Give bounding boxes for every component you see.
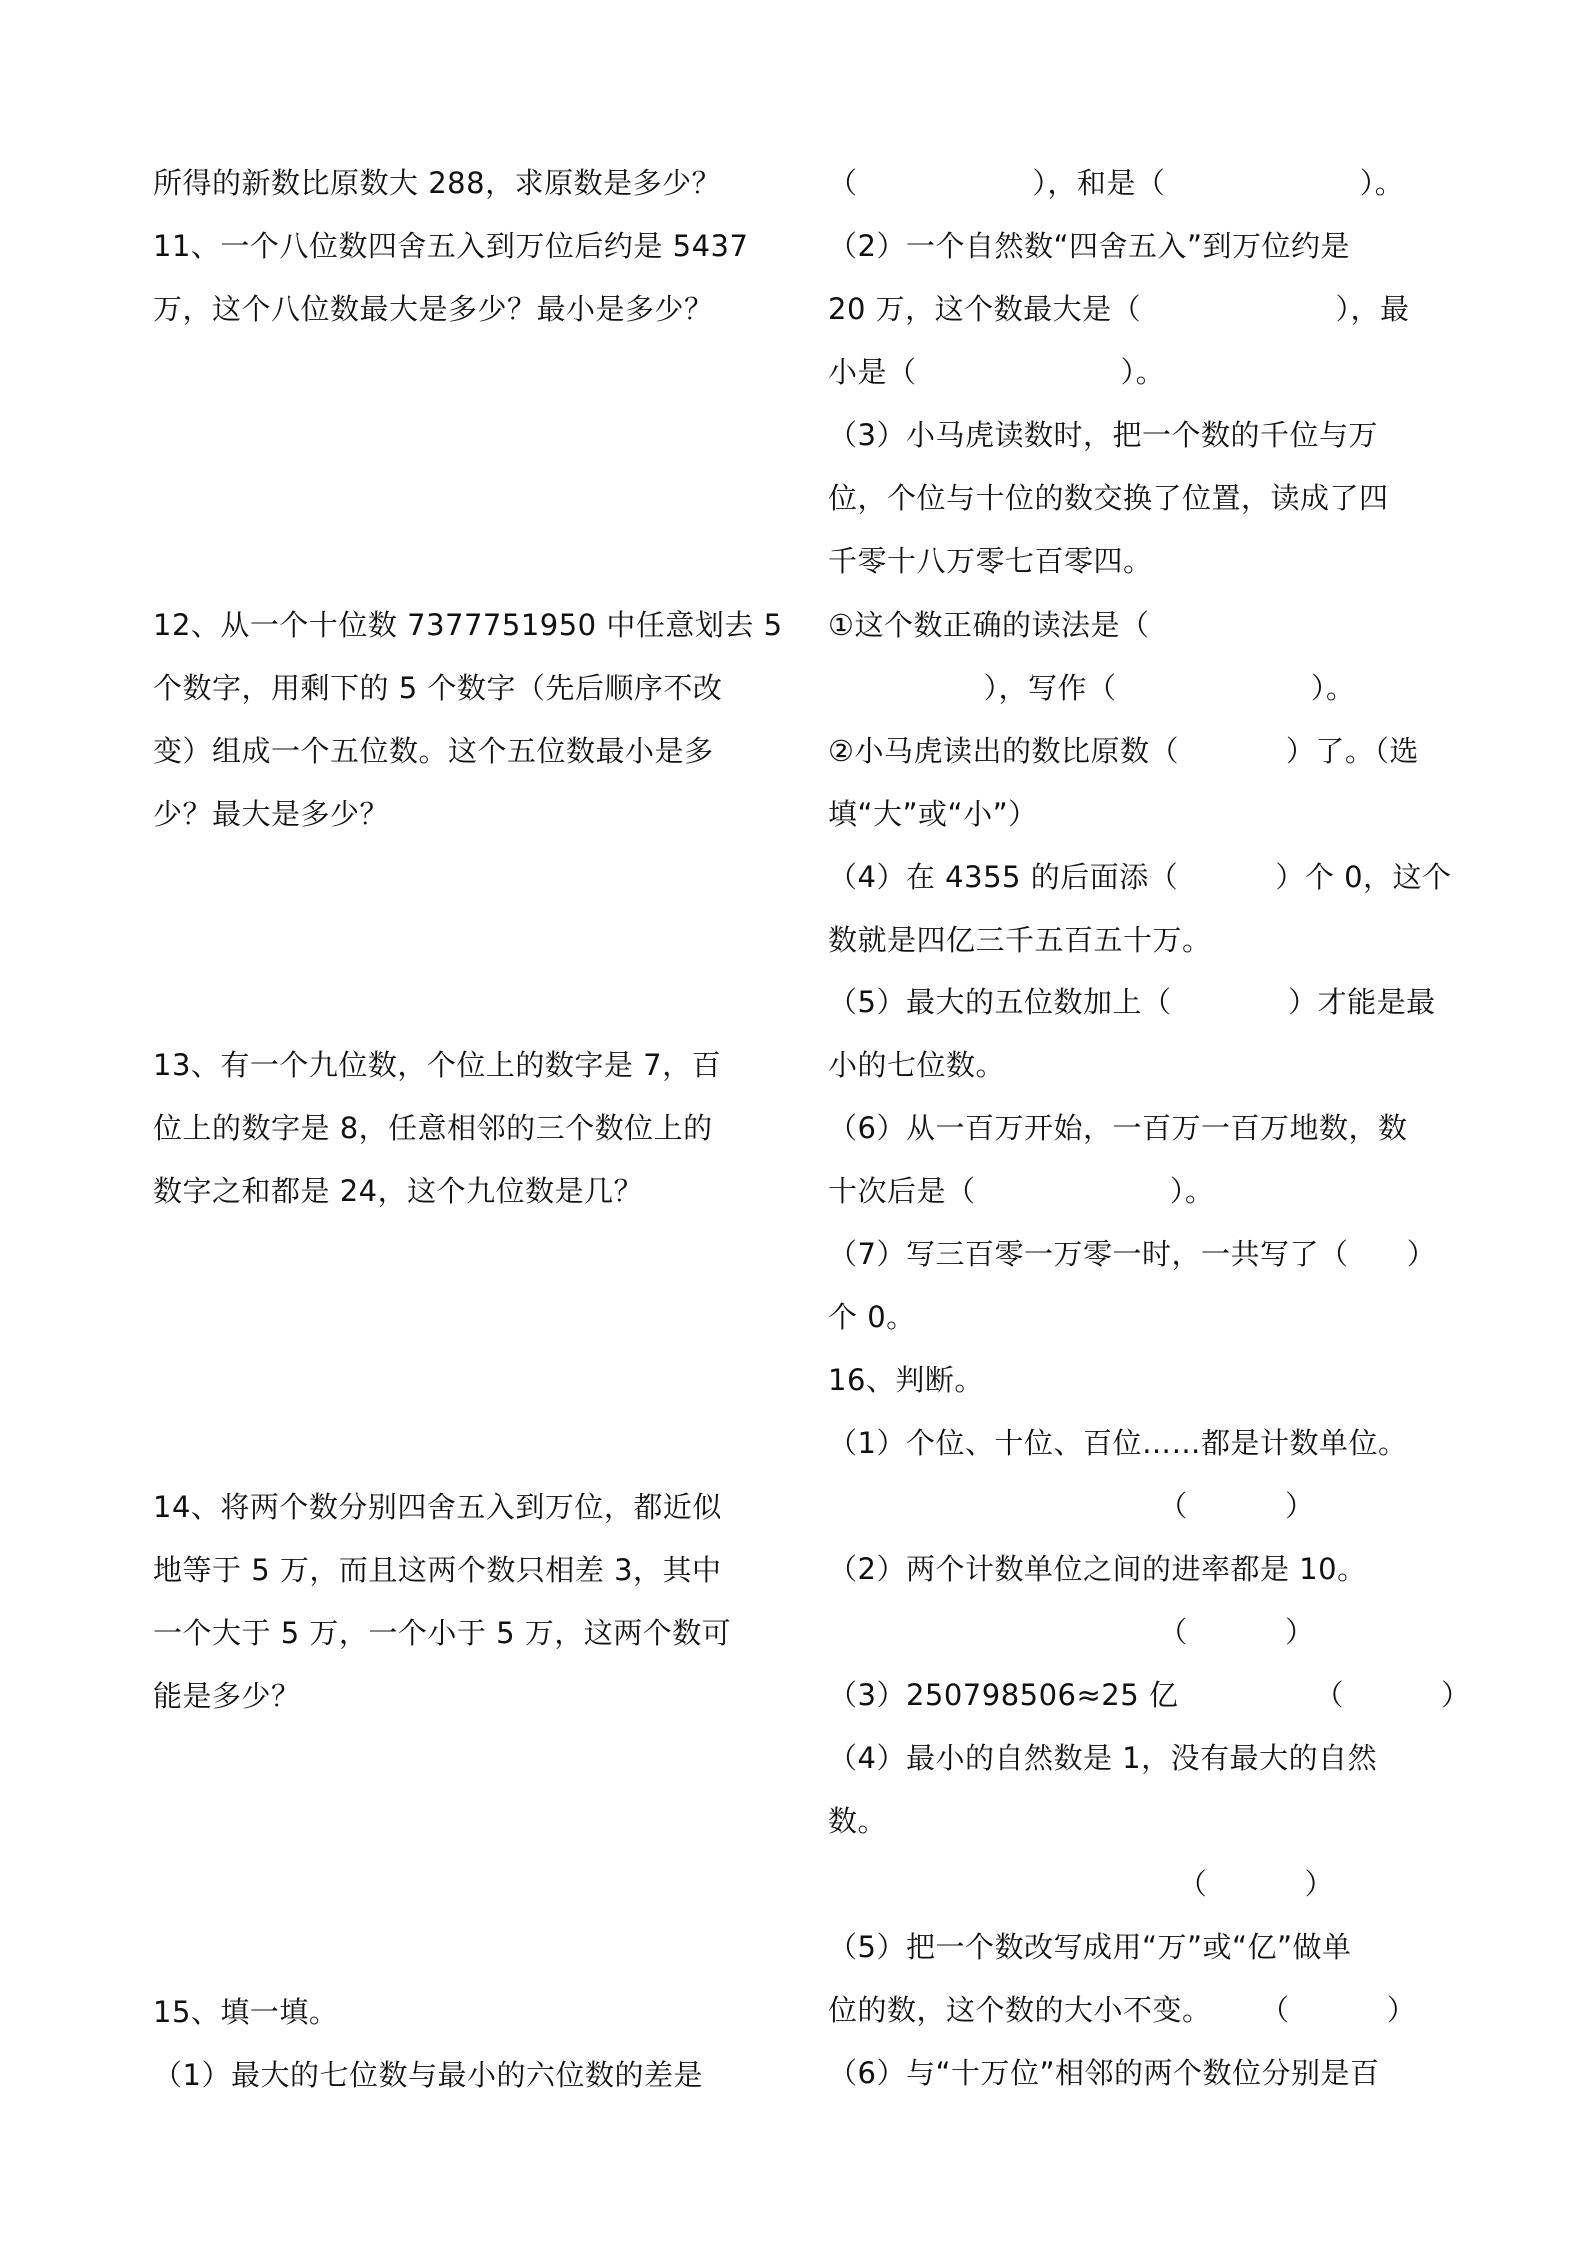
text-line: 个 0。	[828, 1300, 916, 1334]
text-line: 万，这个八位数最大是多少？最小是多少？	[153, 292, 714, 326]
question-11-line: 11、一个八位数四舍五入到万位后约是 5437	[153, 229, 749, 263]
text-line: 能是多少？	[153, 1679, 301, 1713]
text-line: 位，个位与十位的数交换了位置，读成了四	[828, 481, 1389, 515]
text-line: 数。	[828, 1804, 888, 1838]
text-line: （1）个位、十位、百位……都是计数单位。	[828, 1426, 1408, 1460]
question-12-line: 12、从一个十位数 7377751950 中任意划去 5	[153, 608, 783, 642]
text-line: 所得的新数比原数大 288，求原数是多少？	[153, 166, 722, 200]
text-line: （ ），和是（ ）。	[828, 166, 1405, 200]
text-line: 地等于 5 万，而且这两个数只相差 3，其中	[153, 1553, 722, 1587]
text-line: 位的数，这个数的大小不变。 （ ）	[828, 1993, 1417, 2027]
text-line: 少？最大是多少？	[153, 797, 390, 831]
text-line: ①这个数正确的读法是（	[828, 608, 1150, 642]
text-line: （6）从一百万开始，一百万一百万地数，数	[828, 1111, 1408, 1145]
text-line: （7）写三百零一万零一时，一共写了（ ）	[828, 1237, 1437, 1271]
question-15-line: 15、填一填。	[153, 1995, 339, 2029]
text-line: （5）把一个数改写成用“万”或“亿”做单	[828, 1930, 1352, 1964]
text-line: 数就是四亿三千五百五十万。	[828, 923, 1212, 957]
text-line: 20 万，这个数最大是（ ），最	[828, 292, 1410, 326]
text-line: （5）最大的五位数加上（ ）才能是最	[828, 985, 1436, 1019]
text-line: 填“大”或“小”）	[828, 797, 1038, 831]
text-line: 小是（ ）。	[828, 355, 1166, 389]
text-line: （4）在 4355 的后面添（ ）个 0，这个	[828, 860, 1452, 894]
text-line: ②小马虎读出的数比原数（ ）了。（选	[828, 734, 1419, 768]
text-line: （4）最小的自然数是 1，没有最大的自然	[828, 1741, 1378, 1775]
question-13-line: 13、有一个九位数，个位上的数字是 7，百	[153, 1048, 722, 1082]
text-line: 变）组成一个五位数。这个五位数最小是多	[153, 734, 714, 768]
text-line: （2）两个计数单位之间的进率都是 10。	[828, 1552, 1367, 1586]
answer-blank-line: （ ）	[828, 1489, 1315, 1523]
answer-blank-line: （ ）	[828, 1615, 1315, 1649]
text-line: （3）小马虎读数时，把一个数的千位与万	[828, 418, 1378, 452]
text-line: 个数字，用剩下的 5 个数字（先后顺序不改	[153, 671, 723, 705]
text-line: 小的七位数。	[828, 1048, 1006, 1082]
text-line: 十次后是（ ）。	[828, 1174, 1215, 1208]
question-14-line: 14、将两个数分别四舍五入到万位，都近似	[153, 1490, 722, 1524]
question-16-line: 16、判断。	[828, 1363, 984, 1397]
text-line: 一个大于 5 万，一个小于 5 万，这两个数可	[153, 1616, 732, 1650]
text-line: ），写作（ ）。	[828, 671, 1356, 705]
answer-blank-line: （ ）	[828, 1867, 1335, 1901]
text-line: 数字之和都是 24，这个九位数是几？	[153, 1174, 644, 1208]
text-line: （6）与“十万位”相邻的两个数位分别是百	[828, 2056, 1380, 2090]
text-line: 位上的数字是 8，任意相邻的三个数位上的	[153, 1111, 713, 1145]
text-line: （2）一个自然数“四舍五入”到万位约是	[828, 229, 1350, 263]
text-line: （3）250798506≈25 亿 （ ）	[828, 1678, 1471, 1712]
text-line: 千零十八万零七百零四。	[828, 544, 1153, 578]
text-line: （1）最大的七位数与最小的六位数的差是	[153, 2058, 703, 2092]
